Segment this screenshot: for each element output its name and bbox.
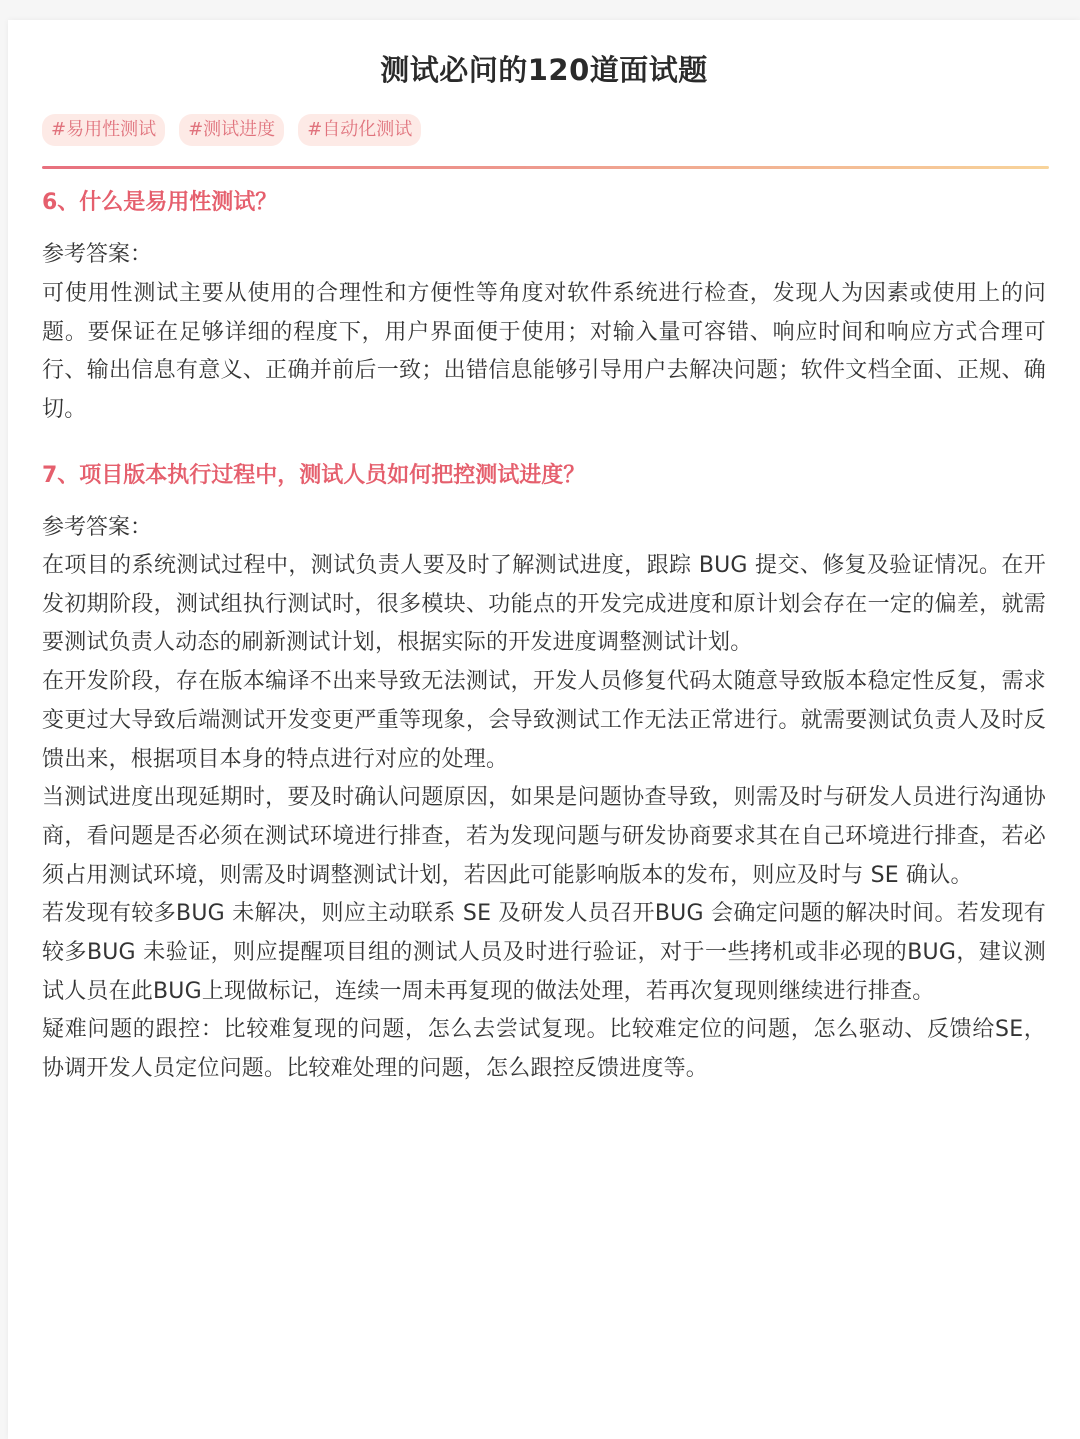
tag-list (42, 114, 421, 146)
answer-label-6: 参考答案： (42, 242, 153, 267)
page-title: 测试必问的120道面试题 (380, 53, 708, 87)
tag-automation-testing[interactable]: #自动化测试 (298, 114, 421, 146)
gradient-divider (42, 166, 1049, 169)
tag-usability-testing[interactable]: #易用性测试 (42, 114, 165, 146)
question-heading-6: 6、什么是易用性测试？ (42, 190, 278, 215)
answer-body-7 (42, 547, 1046, 1089)
answer-paragraph: 若发现有较多BUG 未解决，则应主动联系 SE 及研发人员召开BUG 会确定问题的解决时间。若发现有较多BUG 未验证，则应提醒项目组的测试人员及时进行验证，对于一些拷机或非必现的BUG，建议测试人员在此BUG上现做标记，连续一周未再复现的做法处理，若再次复现则继续进行排查。 (42, 901, 1046, 1004)
answer-paragraph: 可使用性测试主要从使用的合理性和方便性等角度对软件系统进行检查，发现人为因素或使用上的问题。要保证在足够详细的程度下，用户界面便于使用；对输入量可容错、响应时间和响应方式合理可行、输出信息有意义、正确并前后一致；出错信息能够引导用户去解决问题；软件文档全面、正规、确切。 (42, 281, 1046, 423)
answer-paragraph: 在开发阶段，存在版本编译不出来导致无法测试，开发人员修复代码太随意导致版本稳定性反复，需求变更过大导致后端测试开发变更严重等现象，会导致测试工作无法正常进行。就需要测试负责人及时反馈出来，根据项目本身的特点进行对应的处理。 (42, 669, 1046, 772)
answer-label-7: 参考答案： (42, 515, 153, 540)
answer-paragraph: 疑难问题的跟控：比较难复现的问题，怎么去尝试复现。比较难定位的问题，怎么驱动、反馈给SE，协调开发人员定位问题。比较难处理的问题，怎么跟控反馈进度等。 (42, 1017, 1046, 1082)
question-heading-7: 7、项目版本执行过程中，测试人员如何把控测试进度？ (42, 463, 586, 488)
tag-test-progress[interactable]: #测试进度 (179, 114, 284, 146)
answer-paragraph: 在项目的系统测试过程中，测试负责人要及时了解测试进度，跟踪 BUG 提交、修复及验证情况。在开发初期阶段，测试组执行测试时，很多模块、功能点的开发完成进度和原计划会存在一定的偏差，就需要测试负责人动态的刷新测试计划，根据实际的开发进度调整测试计划。 (42, 553, 1046, 656)
answer-paragraph: 当测试进度出现延期时，要及时确认问题原因，如果是问题协查导致，则需及时与研发人员进行沟通协商，看问题是否必须在测试环境进行排查，若为发现问题与研发协商要求其在自己环境进行排查，若必须占用测试环境，则需及时调整测试计划，若因此可能影响版本的发布，则应及时与 SE 确认。 (42, 785, 1046, 888)
answer-body-6 (42, 275, 1046, 430)
